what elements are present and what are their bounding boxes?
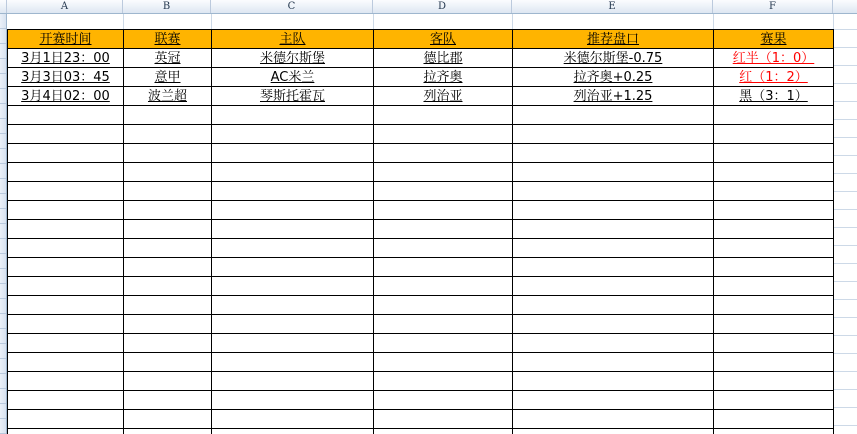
empty-cell[interactable] xyxy=(513,372,714,391)
empty-row xyxy=(8,258,834,277)
cell-result[interactable]: 红（1：2） xyxy=(714,68,834,87)
empty-cell[interactable] xyxy=(8,201,124,220)
cell-home[interactable]: 琴斯托霍瓦 xyxy=(212,87,374,106)
empty-cell[interactable] xyxy=(714,201,834,220)
empty-cell[interactable] xyxy=(714,163,834,182)
empty-cell[interactable] xyxy=(714,410,834,429)
empty-cell[interactable] xyxy=(124,296,212,315)
empty-cell[interactable] xyxy=(714,315,834,334)
empty-cell[interactable] xyxy=(212,106,374,125)
empty-cell[interactable] xyxy=(513,429,714,434)
empty-cell[interactable] xyxy=(513,315,714,334)
gridline xyxy=(211,14,212,29)
empty-cell[interactable] xyxy=(212,201,374,220)
column-header-e[interactable]: E xyxy=(512,0,713,13)
cell-away[interactable]: 列治亚 xyxy=(374,87,513,106)
cell-time[interactable]: 3月1日23：00 xyxy=(8,49,124,68)
gridline xyxy=(123,14,124,29)
column-header-b[interactable]: B xyxy=(123,0,211,13)
header-cell-handicap[interactable]: 推荐盘口 xyxy=(513,30,714,49)
empty-cell[interactable] xyxy=(374,125,513,144)
empty-cell[interactable] xyxy=(212,258,374,277)
empty-cell[interactable] xyxy=(124,353,212,372)
empty-cell[interactable] xyxy=(374,334,513,353)
empty-cell[interactable] xyxy=(714,239,834,258)
empty-cell[interactable] xyxy=(513,106,714,125)
empty-cell[interactable] xyxy=(212,429,374,434)
empty-row xyxy=(8,182,834,201)
empty-cell[interactable] xyxy=(714,372,834,391)
empty-cell[interactable] xyxy=(714,125,834,144)
empty-cell[interactable] xyxy=(513,163,714,182)
column-header-c[interactable]: C xyxy=(211,0,373,13)
empty-cell[interactable] xyxy=(374,429,513,434)
empty-row xyxy=(8,372,834,391)
header-cell-away[interactable]: 客队 xyxy=(374,30,513,49)
empty-cell[interactable] xyxy=(374,220,513,239)
empty-cell[interactable] xyxy=(513,353,714,372)
empty-cell[interactable] xyxy=(8,410,124,429)
cell-result[interactable]: 红半（1：0） xyxy=(714,49,834,68)
empty-row xyxy=(8,334,834,353)
empty-cell[interactable] xyxy=(8,315,124,334)
empty-cell[interactable] xyxy=(374,315,513,334)
empty-cell[interactable] xyxy=(212,410,374,429)
empty-cell[interactable] xyxy=(124,106,212,125)
gridline xyxy=(713,14,714,29)
empty-cell[interactable] xyxy=(8,429,124,434)
empty-cell[interactable] xyxy=(513,258,714,277)
empty-row xyxy=(8,239,834,258)
column-header-strip xyxy=(0,0,857,14)
empty-row xyxy=(8,315,834,334)
empty-row xyxy=(8,429,834,434)
match-row xyxy=(8,49,834,68)
empty-row xyxy=(8,410,834,429)
empty-cell[interactable] xyxy=(374,277,513,296)
empty-row xyxy=(8,125,834,144)
table-header-row xyxy=(8,30,834,49)
empty-row xyxy=(8,296,834,315)
cell-time[interactable]: 3月3日03：45 xyxy=(8,68,124,87)
select-all-corner[interactable] xyxy=(0,0,7,13)
empty-cell[interactable] xyxy=(124,125,212,144)
empty-cell[interactable] xyxy=(124,410,212,429)
empty-cell[interactable] xyxy=(124,315,212,334)
empty-cell[interactable] xyxy=(374,201,513,220)
empty-cell[interactable] xyxy=(513,277,714,296)
empty-cell[interactable] xyxy=(8,144,124,163)
cell-home[interactable]: 米德尔斯堡 xyxy=(212,49,374,68)
empty-cell[interactable] xyxy=(714,353,834,372)
empty-row xyxy=(8,144,834,163)
empty-cell[interactable] xyxy=(374,239,513,258)
header-cell-home[interactable]: 主队 xyxy=(212,30,374,49)
cell-handicap[interactable]: 列治亚+1.25 xyxy=(513,87,714,106)
empty-cell[interactable] xyxy=(374,296,513,315)
empty-cell[interactable] xyxy=(374,391,513,410)
empty-cell[interactable] xyxy=(714,429,834,434)
empty-cell[interactable] xyxy=(714,334,834,353)
gridline-band-right xyxy=(834,29,857,434)
empty-cell[interactable] xyxy=(8,163,124,182)
empty-row xyxy=(8,353,834,372)
header-cell-time[interactable]: 开赛时间 xyxy=(8,30,124,49)
empty-cell[interactable] xyxy=(8,182,124,201)
empty-cell[interactable] xyxy=(374,182,513,201)
cell-result[interactable]: 黑（3：1） xyxy=(714,87,834,106)
empty-cell[interactable] xyxy=(212,372,374,391)
empty-cell[interactable] xyxy=(212,334,374,353)
empty-cell[interactable] xyxy=(212,315,374,334)
cell-handicap[interactable]: 拉齐奥+0.25 xyxy=(513,68,714,87)
empty-cell[interactable] xyxy=(513,201,714,220)
empty-cell[interactable] xyxy=(8,125,124,144)
empty-cell[interactable] xyxy=(212,182,374,201)
gridline xyxy=(512,14,513,29)
empty-cell[interactable] xyxy=(513,125,714,144)
empty-cell[interactable] xyxy=(374,258,513,277)
empty-cell[interactable] xyxy=(124,239,212,258)
gridline xyxy=(833,14,834,29)
empty-cell[interactable] xyxy=(513,239,714,258)
empty-cell[interactable] xyxy=(513,391,714,410)
cell-league[interactable]: 意甲 xyxy=(124,68,212,87)
empty-cell[interactable] xyxy=(212,125,374,144)
empty-cell[interactable] xyxy=(374,353,513,372)
cell-home[interactable]: AC米兰 xyxy=(212,68,374,87)
empty-cell[interactable] xyxy=(124,258,212,277)
cell-time[interactable]: 3月4日02：00 xyxy=(8,87,124,106)
empty-cell[interactable] xyxy=(8,372,124,391)
empty-cell[interactable] xyxy=(212,144,374,163)
match-row xyxy=(8,87,834,106)
empty-cell[interactable] xyxy=(714,258,834,277)
header-cell-result[interactable]: 赛果 xyxy=(714,30,834,49)
cell-away[interactable]: 德比郡 xyxy=(374,49,513,68)
empty-cell[interactable] xyxy=(8,106,124,125)
empty-cell[interactable] xyxy=(374,106,513,125)
empty-cell[interactable] xyxy=(124,144,212,163)
match-row xyxy=(8,68,834,87)
empty-cell[interactable] xyxy=(212,277,374,296)
empty-cell[interactable] xyxy=(212,296,374,315)
cell-league[interactable]: 波兰超 xyxy=(124,87,212,106)
empty-cell[interactable] xyxy=(374,144,513,163)
empty-cell[interactable] xyxy=(714,277,834,296)
empty-cell[interactable] xyxy=(513,410,714,429)
empty-cell[interactable] xyxy=(714,106,834,125)
empty-cell[interactable] xyxy=(8,353,124,372)
empty-cell[interactable] xyxy=(124,429,212,434)
empty-cell[interactable] xyxy=(212,391,374,410)
empty-row xyxy=(8,106,834,125)
column-header-filler xyxy=(833,0,857,13)
empty-cell[interactable] xyxy=(212,353,374,372)
empty-cell[interactable] xyxy=(8,296,124,315)
empty-cell[interactable] xyxy=(124,220,212,239)
cell-league[interactable]: 英冠 xyxy=(124,49,212,68)
empty-cell[interactable] xyxy=(374,372,513,391)
empty-row xyxy=(8,391,834,410)
empty-cell[interactable] xyxy=(212,163,374,182)
match-table xyxy=(7,29,834,434)
empty-cell[interactable] xyxy=(513,296,714,315)
gridline xyxy=(373,14,374,29)
empty-cell[interactable] xyxy=(212,220,374,239)
column-header-d[interactable]: D xyxy=(373,0,512,13)
empty-cell[interactable] xyxy=(714,182,834,201)
empty-cell[interactable] xyxy=(513,144,714,163)
empty-cell[interactable] xyxy=(714,391,834,410)
empty-cell[interactable] xyxy=(513,334,714,353)
column-header-f[interactable]: F xyxy=(713,0,833,13)
empty-cell[interactable] xyxy=(124,277,212,296)
empty-cell[interactable] xyxy=(124,163,212,182)
cell-away[interactable]: 拉齐奥 xyxy=(374,68,513,87)
empty-cell[interactable] xyxy=(374,163,513,182)
row-header-strip[interactable] xyxy=(0,14,7,434)
empty-cell[interactable] xyxy=(124,372,212,391)
empty-cell[interactable] xyxy=(374,410,513,429)
empty-cell[interactable] xyxy=(124,201,212,220)
empty-cell[interactable] xyxy=(124,391,212,410)
empty-cell[interactable] xyxy=(513,220,714,239)
empty-cell[interactable] xyxy=(714,296,834,315)
empty-row xyxy=(8,201,834,220)
column-header-a[interactable]: A xyxy=(7,0,123,13)
empty-cell[interactable] xyxy=(8,220,124,239)
empty-cell[interactable] xyxy=(8,239,124,258)
empty-cell[interactable] xyxy=(8,391,124,410)
empty-cell[interactable] xyxy=(8,277,124,296)
empty-row xyxy=(8,163,834,182)
empty-cell[interactable] xyxy=(212,239,374,258)
cell-handicap[interactable]: 米德尔斯堡-0.75 xyxy=(513,49,714,68)
empty-cell[interactable] xyxy=(124,182,212,201)
empty-cell[interactable] xyxy=(8,258,124,277)
empty-cell[interactable] xyxy=(8,334,124,353)
empty-cell[interactable] xyxy=(714,144,834,163)
empty-row xyxy=(8,277,834,296)
empty-cell[interactable] xyxy=(124,334,212,353)
empty-cell[interactable] xyxy=(714,220,834,239)
empty-cell[interactable] xyxy=(513,182,714,201)
header-cell-league[interactable]: 联赛 xyxy=(124,30,212,49)
empty-row xyxy=(8,220,834,239)
